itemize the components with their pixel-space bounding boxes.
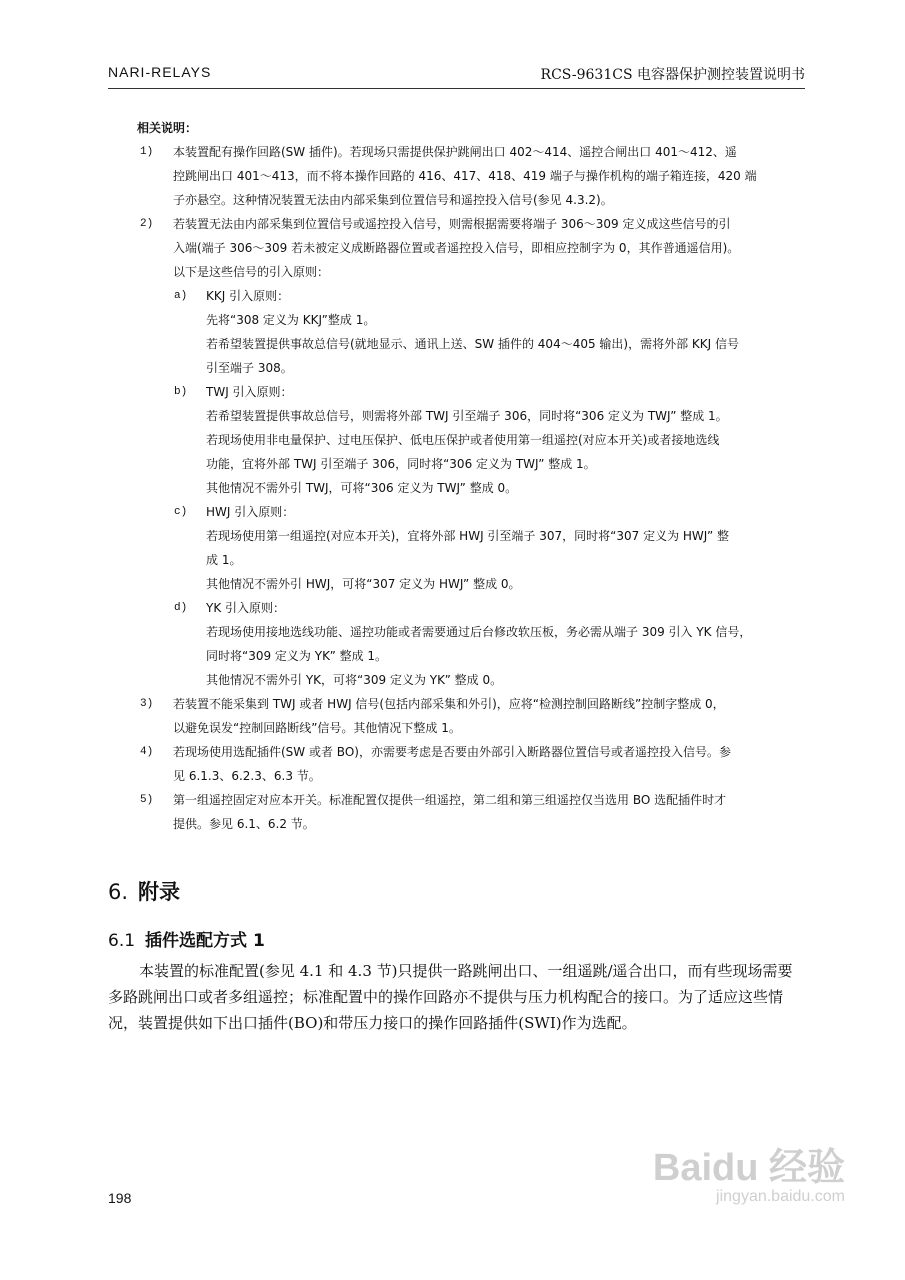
- note-number: 2): [140, 218, 154, 230]
- subitem-number: c): [174, 506, 188, 518]
- note-line: 见 6.1.3、6.2.3、6.3 节。: [173, 769, 321, 783]
- note-number: 3): [140, 698, 154, 710]
- note-subitem: [174, 596, 810, 692]
- subsection-number: 6.1: [108, 931, 136, 951]
- note-line: 第一组遥控固定对应本开关。标准配置仅提供一组遥控，第二组和第三组遥控仅当选用 BO 选配插件时才: [173, 793, 727, 807]
- note-line: 本装置配有操作回路(SW 插件)。若现场只需提供保护跳闸出口 402～414、遥控合闸出口 401～412、遥: [173, 145, 737, 159]
- watermark-logo: Baidu 经验: [652, 1147, 845, 1189]
- subitem-number: d): [174, 602, 188, 614]
- subitem-line: 成 1。: [206, 553, 242, 567]
- note-line: 若现场使用选配插件(SW 或者 BO)，亦需要考虑是否要由外部引入断路器位置信号或者遥控投入信号。参: [173, 745, 731, 759]
- subsection-heading: [108, 926, 265, 951]
- note-subitem: [174, 284, 810, 380]
- notes-list: [140, 140, 810, 836]
- subitem-line: HWJ 引入原则：: [206, 505, 295, 519]
- section-number: 6.: [108, 880, 129, 904]
- note-line: 提供。参见 6.1、6.2 节。: [173, 817, 315, 831]
- subitem-number: b): [174, 386, 188, 398]
- section-title: 附录: [138, 880, 181, 904]
- notes-title: 相关说明：: [137, 121, 198, 135]
- subsection-title: 插件选配方式 1: [145, 931, 265, 951]
- subitem-line: 其他情况不需外引 TWJ，可将“306 定义为 TWJ” 整成 0。: [206, 481, 518, 495]
- subitem-line: 引至端子 308。: [206, 361, 293, 375]
- note-item: [140, 788, 810, 836]
- subitem-line: 功能，宜将外部 TWJ 引至端子 306，同时将“306 定义为 TWJ” 整成 1。: [206, 457, 596, 471]
- subitem-line: 同时将“309 定义为 YK” 整成 1。: [206, 649, 388, 663]
- subitem-line: 其他情况不需外引 HWJ，可将“307 定义为 HWJ” 整成 0。: [206, 577, 521, 591]
- document-title: RCS-9631CS 电容器保护测控装置说明书: [540, 67, 805, 83]
- section-heading: [108, 876, 180, 906]
- note-item: [140, 140, 810, 212]
- note-number: 1): [140, 146, 154, 158]
- note-number: 4): [140, 746, 154, 758]
- note-subitem: [174, 380, 810, 500]
- note-line: 以下是这些信号的引入原则：: [173, 265, 330, 279]
- subitem-line: YK 引入原则：: [206, 601, 286, 615]
- note-item: [140, 740, 810, 788]
- body-paragraph: 本装置的标准配置(参见 4.1 和 4.3 节)只提供一路跳闸出口、一组遥跳/遥合出口，而有些现场需要多路跳闸出口或者多组遥控；标准配置中的操作回路亦不提供与压力机构配合的接口。为了适应这些情况，装置提供如下出口插件(BO)和带压力接口的操作回路插件(SWI)作为选配。: [108, 962, 793, 1032]
- subitem-line: KKJ 引入原则：: [206, 289, 290, 303]
- page-number: 198: [108, 1190, 132, 1206]
- note-line: 若装置无法由内部采集到位置信号或遥控投入信号，则需根据需要将端子 306～309 定义成这些信号的引: [173, 217, 731, 231]
- note-subitem: [174, 500, 810, 596]
- subitem-line: 若现场使用第一组遥控(对应本开关)，宜将外部 HWJ 引至端子 307，同时将“307 定义为 HWJ” 整: [206, 529, 729, 543]
- note-line: 子亦悬空。这种情况装置无法由内部采集到位置信号和遥控投入信号(参见 4.3.2)。: [173, 193, 613, 207]
- subitem-number: a): [174, 290, 188, 302]
- note-line: 入端(端子 306～309 若未被定义成断路器位置或者遥控投入信号，即相应控制字为 0，其作普通遥信用)。: [173, 241, 740, 255]
- subitem-line: 若现场使用接地选线功能、遥控功能或者需要通过后台修改软压板，务必需从端子 309 引入 YK 信号，: [206, 625, 752, 639]
- page-header: [108, 64, 805, 89]
- note-line: 控跳闸出口 401～413，而不将本操作回路的 416、417、418、419 端子与操作机构的端子箱连接，420 端: [173, 169, 757, 183]
- note-item: [140, 692, 810, 740]
- watermark: [653, 1148, 845, 1206]
- subitem-line: 先将“308 定义为 KKJ”整成 1。: [206, 313, 376, 327]
- brand-name: NARI-RELAYS: [108, 64, 212, 80]
- note-line: 以避免误发“控制回路断线”信号。其他情况下整成 1。: [173, 721, 461, 735]
- subitem-line: TWJ 引入原则：: [206, 385, 293, 399]
- watermark-url: jingyan.baidu.com: [716, 1188, 845, 1205]
- note-item: [140, 212, 810, 692]
- note-number: 5): [140, 794, 154, 806]
- subitem-line: 若现场使用非电量保护、过电压保护、低电压保护或者使用第一组遥控(对应本开关)或者接地选线: [206, 433, 720, 447]
- note-line: 若装置不能采集到 TWJ 或者 HWJ 信号(包括内部采集和外引)，应将“检测控制回路断线”控制字整成 0，: [173, 697, 725, 711]
- subitem-line: 若希望装置提供事故总信号，则需将外部 TWJ 引至端子 306，同时将“306 定义为 TWJ” 整成 1。: [206, 409, 728, 423]
- notes-section: [137, 116, 810, 836]
- subitem-line: 若希望装置提供事故总信号(就地显示、通讯上送、SW 插件的 404～405 输出)，需将外部 KKJ 信号: [206, 337, 740, 351]
- subitem-line: 其他情况不需外引 YK，可将“309 定义为 YK” 整成 0。: [206, 673, 503, 687]
